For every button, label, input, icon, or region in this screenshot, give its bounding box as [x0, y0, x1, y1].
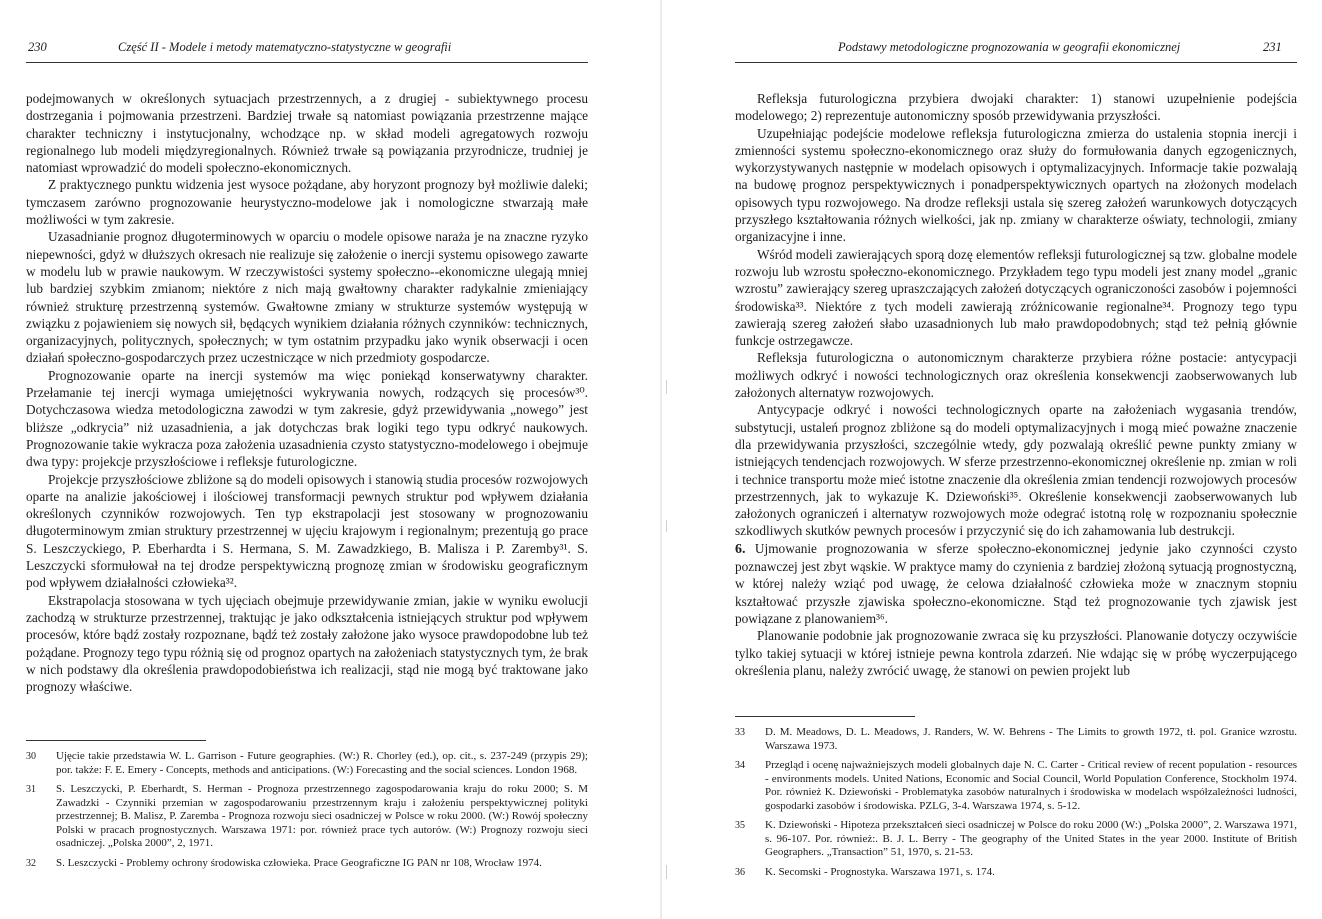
- footnote-rule: [735, 716, 915, 717]
- paragraph: Refleksja futurologiczna o autonomicznym charakterze przybiera różne postacie: antycypacji możliwych odkryć i nowości technologicznych oraz określenia konsekwencji zaobserwowanych lub założonych alternatyw rozwojowych.: [735, 350, 1297, 401]
- footnote: [26, 750, 588, 777]
- footnote-text: Ujęcie takie przedstawia W. L. Garrison - Future geographies. (W:) R. Chorley (ed.), op. cit., s. 237-249 (przypis 29); por. także: F. E. Emery - Concepts, methods and anticipations. (W:) Forecasting and the social sciences. London 1968.: [56, 750, 588, 776]
- footnote-text: D. M. Meadows, D. L. Meadows, J. Randers, W. W. Behrens - The Limits to growth 1972, tł. pol. Granice wzrostu. Warszawa 1973.: [765, 726, 1297, 752]
- footnote-number: 35: [735, 820, 745, 831]
- paragraph: Refleksja futurologiczna przybiera dwojaki charakter: 1) stanowi uzupełnienie podejścia modelowego; 2) reprezentuje autonomiczny sposób przewidywania przyszłości.: [735, 91, 1297, 124]
- right-page: [661, 0, 1322, 919]
- page-number: 230: [28, 40, 47, 54]
- footnote: [26, 857, 588, 871]
- paragraph: Antycypacje odkryć i nowości technologicznych oparte na założeniach wygasania trendów, substytucji, ustaleń prognoz zbliżone są do modeli optymalizacyjnych i mogą mieć poważne znaczenie dla przewidywania przyszłości, szczególnie wtedy, gdy pozwalają określić pewne punkty zmiany w istniejących tendencjach rozwojowych. W sferze przestrzenno-ekonomicznej określenie np. zmian w roli i technice transportu może mieć istotne znaczenie dla określenia zmian tendencji rozwojowych procesów przestrzennych, jak to wykazuje K. Dziewoński³⁵. Określenie konsekwencji zaobserwowanych lub założonych ograniczeń i alternatyw rozwojowych może odegrać istotną rolę w rozpoznaniu społecznie szkodliwych skutków pewnych procesów i przyczynić się do ich zahamowania lub destrukcji.: [735, 402, 1297, 539]
- footnote: [735, 819, 1297, 860]
- running-head: Część II - Modele i metody matematyczno-statystyczne w geografii: [118, 40, 452, 54]
- paragraph: Ekstrapolacja stosowana w tych ujęciach obejmuje przewidywanie zmian, jakie w wyniku ewolucji zachodzą w strukturze przestrzennej, traktując je jako odkształcenia istniejących struktur pod wpływem procesów, które bądź zostały rozpoznane, bądź też zostały założone jako wysoce prawdopodobne lub też pożądane. Prognozy tego typu różnią się od prognoz opartych na założeniach statystycznych tym, że brak w nich podstawy dla określenia prawdopodobieństwa ich realizacji, stąd nie mogą być traktowane jako prognozy właściwe.: [26, 592, 588, 695]
- footnote-text: S. Leszczycki - Problemy ochrony środowiska człowieka. Prace Geograficzne IG PAN nr 108, Wrocław 1974.: [56, 856, 542, 869]
- footnote: [735, 759, 1297, 813]
- paragraph: Wśród modeli zawierających sporą dozę elementów refleksji futurologicznej są tzw. globalne modele rozwoju lub wzrostu społeczno-ekonomicznego. Przykładem tego typu modeli jest znany model „granic wzrostu” zawierający szereg upraszczających założeń dotyczących ograniczoności zasobów i pojemności środowiska³³. Niektóre z tych modeli zawierają zróżnicowanie regionalne³⁴. Prognozy tego typu zawierają szereg założeń słabo uzasadnionych lub mało prawdopodobnych; stąd też pełnią głównie funkcje ostrzegawcze.: [735, 246, 1297, 349]
- footnote: [735, 866, 1297, 880]
- footnote-text: S. Leszczycki, P. Eberhardt, S. Herman - Prognoza przestrzennego zagospodarowania kraju do roku 2000; S. M Zawadzki - Czynniki przemian w zagospodarowaniu przestrzennym kraju i założeniu perspektywicznej polityki przestrzennej; B. Malisz, P. Zaremba - Prognoza rozwoju sieci osadniczej w Polsce w roku 2000. (W:) Rowój społeczny Polski w pracach prognostycznych. Warszawa 1971: por. również prace tych autorów. (W:) Prognozy rozwoju sieci osadniczej. „Polska 2000”, 2, 1971.: [56, 783, 588, 849]
- body-text: [735, 90, 1297, 679]
- footnotes: [26, 750, 588, 876]
- paragraph: Prognozowanie oparte na inercji systemów ma więc poniekąd konserwatywny charakter. Przełamanie tej inercji wymaga umiejętności wykrywania nowych, rodzących się procesów³⁰. Dotychczasowa wiedza metodologiczna zawodzi w tym zakresie, gdyż przewidywania „nowego” jest bliższe „odkrycia” niż uzasadnienia, a jak dotychczas brak logiki tego typu odkryć naukowych. Prognozowanie takie wykracza poza założenia uzasadnienia czysto statystyczno-modelowego i obejmuje dwa typy: projekcje przyszłościowe i refleksje futurologiczne.: [26, 367, 588, 470]
- footnote-text: K. Dziewoński - Hipoteza przekształceń sieci osadniczej w Polsce do roku 2000 (W:) „Polska 2000”, 2. Warszawa 1971, s. 96-107. Por. również:. B. J. L. Berry - The geography of the United States in the year 2000. Institute of British Geographers. „Transaction” 51, 1970, s. 21-53.: [765, 819, 1297, 858]
- body-text: [26, 90, 588, 695]
- paragraph: Projekcje przyszłościowe zbliżone są do modeli opisowych i stanowią studia procesów rozwojowych oparte na analizie jakościowej i ilościowej transformacji pewnych struktur pod wpływem działania określonych czynników rozwojowych. Ten typ ekstrapolacji jest stosowany w prognozowaniu długoterminowym zmian struktury przestrzennej w ujęciu krajowym i regionalnym; prezentują go prace S. Leszczyckiego, P. Eberhardta i S. Hermana, S. M. Zawadzkiego, B. Malisza i P. Zaremby³¹. S. Leszczycki sformułował na tej drodze perspektywiczną prognozę zmian w środowisku geograficznym pod wpływem działalności człowieka³².: [26, 471, 588, 591]
- paragraph: Uzasadnianie prognoz długoterminowych w oparciu o modele opisowe naraża je na znaczne ryzyko niepewności, gdyż w dłuższych okresach nie realizuje się założenie o inercji systemu opisowego zawarte w modelu lub w prawie naukowym. W rzeczywistości systemy społeczno--ekonomiczne ulegają mniej lub bardziej szybkim zmianom; niektóre z nich mają gwałtowny charakter radykalnie zmieniający również strukturę przestrzenną systemów. Gwałtowne zmiany w strukturze systemów występują w związku z pojawieniem się nowych sił, będących wynikiem działania różnych czynników: technicznych, organizacyjnych, politycznych, społecznych; w tym ostatnim przypadku jako wynik obserwacji i ocen działań społeczno-gospodarczych przez uczestniczące w nich przedmioty gospodarcze.: [26, 229, 588, 366]
- footnote-number: 32: [26, 857, 36, 869]
- paragraph: podejmowanych w określonych sytuacjach przestrzennych, a z drugiej - subiektywnego procesu dostrzegania i pojmowania przestrzeni. Bardziej trwałe są natomiast powiązania przestrzenne mające charakter techniczny i instytucjonalny, wchodzące np. w skład modeli agregatowych rozwoju regionalnego lub modeli międzyregionalnych. Również trwałe są powiązania przyrodnicze, trudniej je natomiast wprowadzić do modeli społeczno-ekonomicznych.: [26, 91, 588, 176]
- footnote: [26, 783, 588, 851]
- footnote-text: Przegląd i ocenę najważniejszych modeli globalnych daje N. C. Carter - Critical review of recent population - resources - environments models. United Nations, Economic and Social Council, World Population Conference, Stockholm 1974. Por. również K. Dziewoński - Problematyka zasobów naturalnych i środowiska w modelach współzależności ludności, gospodarki zasobów i środowiska. PZLG, 3-4. Warszawa 1974, s. 5-12.: [765, 759, 1297, 812]
- footnote-number: 33: [735, 727, 745, 738]
- footnote: [735, 726, 1297, 753]
- footnote-number: 30: [26, 751, 36, 762]
- paragraph: Uzupełniając podejście modelowe refleksja futurologiczna zmierza do ustalenia stopnia inercji i zmienności systemu społeczno-ekonomicznego oraz służy do formułowania danych egzogenicznych, wykorzystywanych następnie w modelach opisowych i optymalizacyjnych. Informacje takie pozwalają na budowę prognoz perspektywicznych i ponadperspektywicznych opartych na złożonych modelach opisowych typu rozwojowego. Na drodze refleksji ustala się szereg założeń warunkowych dotyczących przyszłego kształtowania różnych wielkości, jak np. zmiany w charakterze oświaty, technologii, zmiany organizacyjne i inne.: [735, 125, 1297, 245]
- page-number: 231: [1263, 40, 1282, 54]
- footnote-number: 36: [735, 866, 745, 878]
- footnote-number: 34: [735, 760, 745, 771]
- section-paragraph: [735, 540, 1297, 627]
- paragraph: Planowanie podobnie jak prognozowanie zwraca się ku przyszłości. Planowanie dotyczy oczywiście tylko takiej sytuacji w której istnieje pewna kontrola zdarzeń. Nie wdając się w próbę wyczerpującego określenia planu, należy zwrócić uwagę, że stanowi on pewien projekt lub: [735, 628, 1297, 678]
- header-rule: [26, 62, 588, 63]
- header-rule: [735, 62, 1297, 63]
- section-text: Ujmowanie prognozowania w sferze społeczno-ekonomicznej jedynie jako czynności czysto poznawczej jest zbyt wąskie. W praktyce mamy do czynienia z bardziej złożoną sytuacją prognostyczną, w której należy wziąć pod uwagę, że celowa działalność człowieka może w znacznym stopniu kształtować przyszłe zjawiska społeczno-ekonomiczne. Stąd też prognozowanie tych zjawisk jest powiązane z planowaniem³⁶.: [735, 540, 1297, 626]
- section-number: 6.: [735, 541, 746, 557]
- footnotes: [735, 726, 1297, 885]
- paragraph: Z praktycznego punktu widzenia jest wysoce pożądane, aby horyzont prognozy był możliwie daleki; tymczasem zarówno prognozowanie heurystyczno-modelowe jak i nomologiczne stwarzają małe możliwości w tym zakresie.: [26, 177, 588, 228]
- footnote-rule: [26, 740, 206, 741]
- running-head: Podstawy metodologiczne prognozowania w geografii ekonomicznej: [838, 40, 1181, 54]
- footnote-text: K. Secomski - Prognostyka. Warszawa 1971, s. 174.: [765, 865, 995, 878]
- footnote-number: 31: [26, 784, 36, 795]
